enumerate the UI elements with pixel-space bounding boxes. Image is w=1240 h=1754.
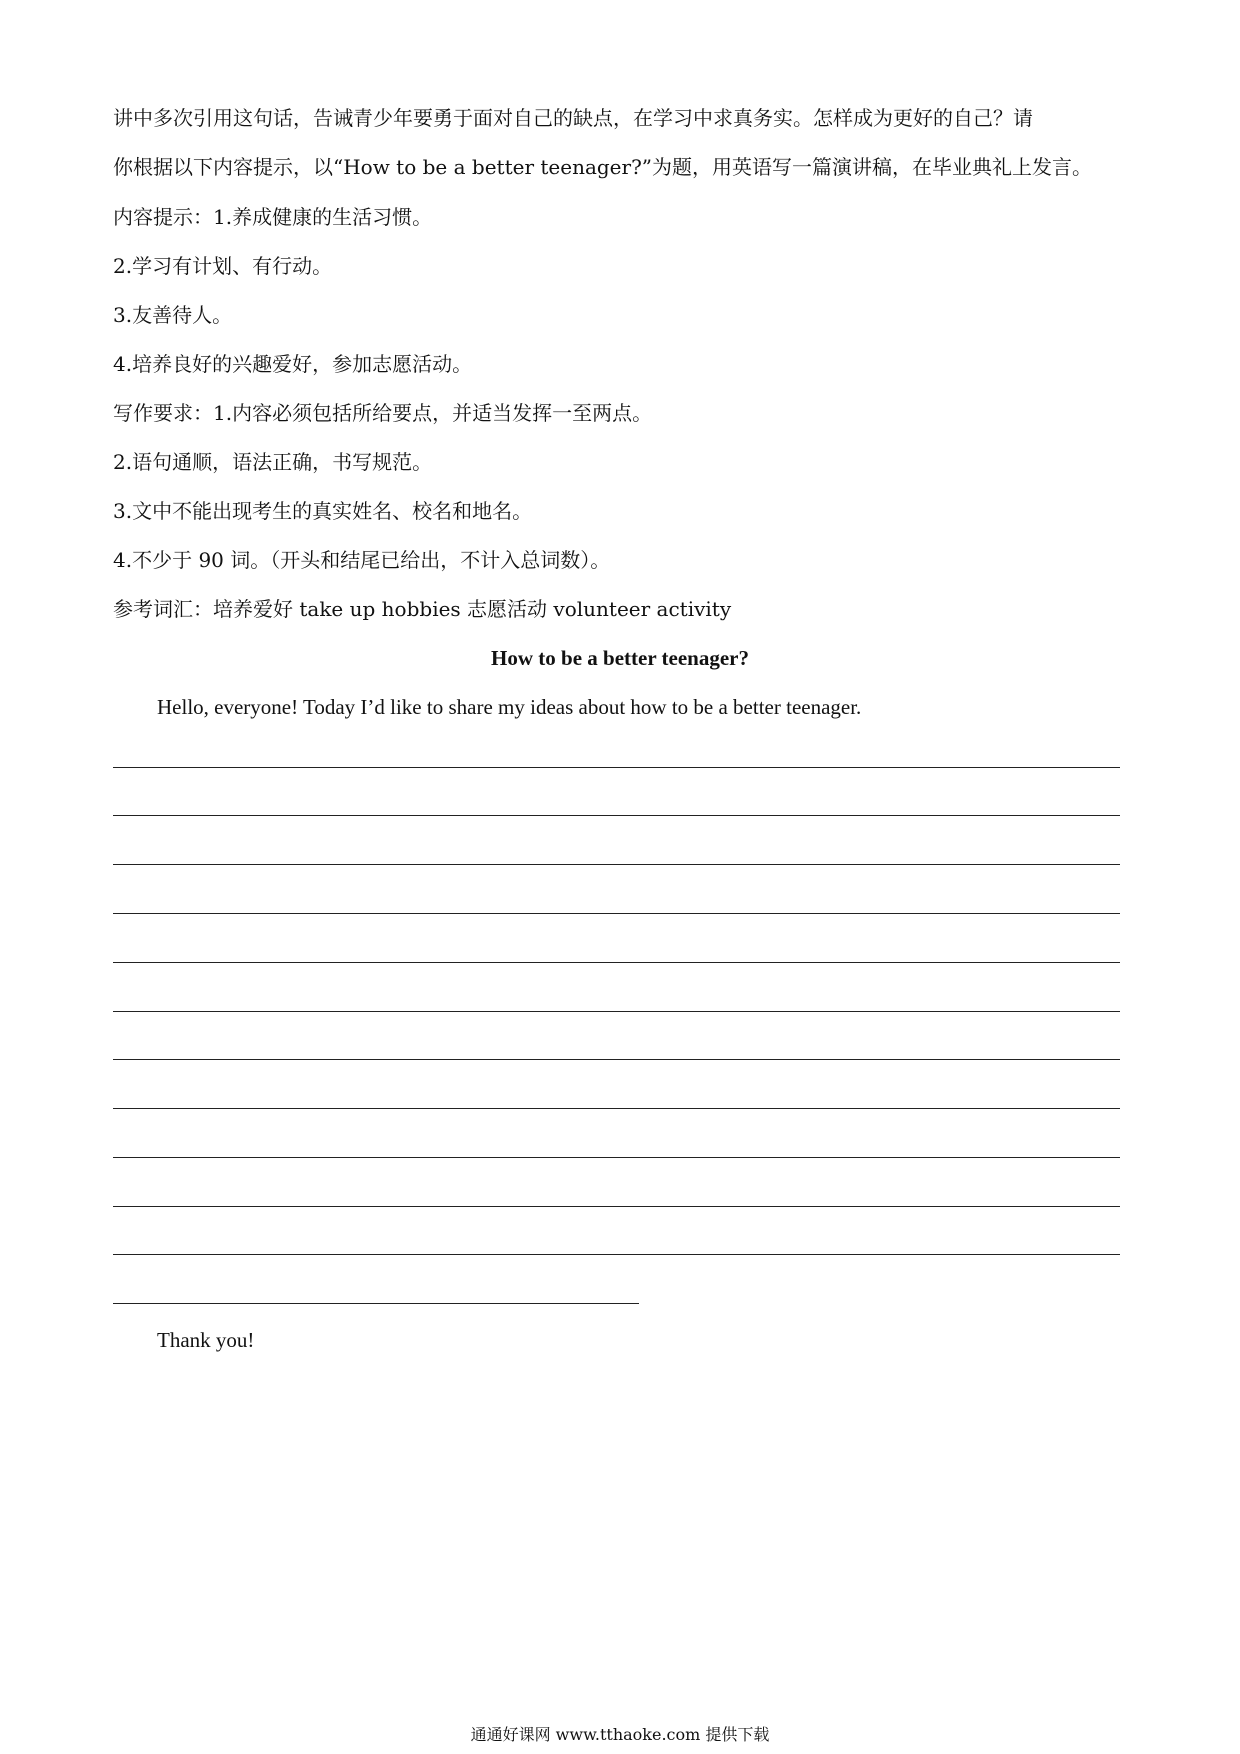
writing-requirement-4: 4.不少于 90 词。（开头和结尾已给出，不计入总词数）。 [113,548,611,572]
answer-line[interactable] [113,913,1120,914]
answer-line[interactable] [113,1108,1120,1109]
intro-line-1: 讲中多次引用这句话，告诫青少年要勇于面对自己的缺点，在学习中求真务实。怎样成为更好的自己？请 [113,106,1033,130]
writing-requirement-3: 3.文中不能出现考生的真实姓名、校名和地名。 [113,499,533,523]
writing-requirement-1: 写作要求：1.内容必须包括所给要点，并适当发挥一至两点。 [113,401,653,425]
vocabulary-line: 参考词汇：培养爱好 take up hobbies 志愿活动 volunteer activity [113,597,732,621]
content-hint-4: 4.培养良好的兴趣爱好，参加志愿活动。 [113,352,473,376]
content-hint-3: 3.友善待人。 [113,303,233,327]
answer-line[interactable] [113,1157,1120,1158]
answer-line[interactable] [113,1206,1120,1207]
answer-line[interactable] [113,767,1120,768]
content-hint-2: 2.学习有计划、有行动。 [113,254,333,278]
answer-line[interactable] [113,962,1120,963]
writing-requirement-2: 2.语句通顺，语法正确，书写规范。 [113,450,433,474]
answer-line-short[interactable] [113,1303,639,1304]
essay-title: How to be a better teenager? [491,646,749,670]
content-hint-1: 内容提示：1.养成健康的生活习惯。 [113,205,433,229]
essay-opening: Hello, everyone! Today I’d like to share my ideas about how to be a better teenager. [157,695,862,719]
footer-credit: 通通好课网 www.tthaoke.com 提供下载 [470,1725,770,1744]
answer-line[interactable] [113,1011,1120,1012]
essay-closing: Thank you! [157,1328,255,1352]
intro-line-2: 你根据以下内容提示，以“How to be a better teenager?”为题，用英语写一篇演讲稿，在毕业典礼上发言。 [113,155,1093,179]
answer-line[interactable] [113,1254,1120,1255]
answer-line[interactable] [113,864,1120,865]
answer-line[interactable] [113,1059,1120,1060]
answer-line[interactable] [113,815,1120,816]
